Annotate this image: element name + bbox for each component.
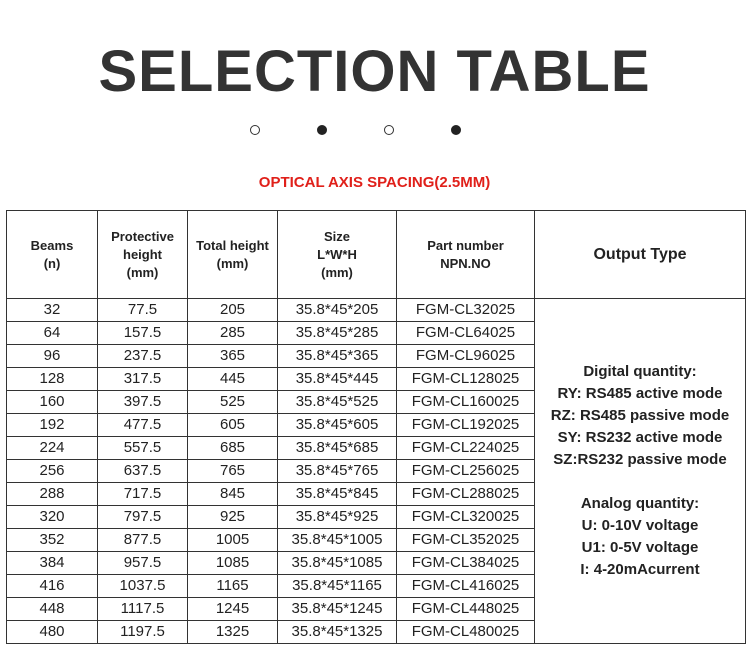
analog-line: U1: 0-5V voltage <box>581 539 699 556</box>
cell-protective-height: 957.5 <box>98 552 188 575</box>
cell-part-number: FGM-CL352025 <box>397 529 535 552</box>
cell-part-number: FGM-CL384025 <box>397 552 535 575</box>
cell-part-number: FGM-CL160025 <box>397 391 535 414</box>
cell-size: 35.8*45*525 <box>278 391 397 414</box>
cell-protective-height: 1197.5 <box>98 621 188 644</box>
header-total-height: Total height (mm) <box>188 211 278 299</box>
cell-total-height: 1005 <box>188 529 278 552</box>
cell-total-height: 925 <box>188 506 278 529</box>
page-title: SELECTION TABLE <box>98 39 651 104</box>
cell-part-number: FGM-CL480025 <box>397 621 535 644</box>
header-part-number: Part number NPN.NO <box>397 211 535 299</box>
cell-total-height: 685 <box>188 437 278 460</box>
header-protective-height: Protective height (mm) <box>98 211 188 299</box>
cell-size: 35.8*45*685 <box>278 437 397 460</box>
dot-filled-icon <box>317 125 327 135</box>
dot-empty-icon <box>384 125 394 135</box>
dot-empty-icon <box>250 125 260 135</box>
spacer <box>535 471 745 493</box>
cell-size: 35.8*45*445 <box>278 368 397 391</box>
cell-size: 35.8*45*925 <box>278 506 397 529</box>
cell-beams: 128 <box>7 368 98 391</box>
cell-part-number: FGM-CL128025 <box>397 368 535 391</box>
cell-beams: 416 <box>7 575 98 598</box>
cell-beams: 448 <box>7 598 98 621</box>
cell-size: 35.8*45*1165 <box>278 575 397 598</box>
cell-protective-height: 397.5 <box>98 391 188 414</box>
cell-protective-height: 717.5 <box>98 483 188 506</box>
cell-size: 35.8*45*205 <box>278 299 397 322</box>
cell-part-number: FGM-CL192025 <box>397 414 535 437</box>
header-output-type: Output Type <box>535 211 746 299</box>
cell-size: 35.8*45*1245 <box>278 598 397 621</box>
table-row <box>7 299 746 322</box>
cell-total-height: 845 <box>188 483 278 506</box>
cell-total-height: 285 <box>188 322 278 345</box>
header-beams: Beams (n) <box>7 211 98 299</box>
cell-size: 35.8*45*765 <box>278 460 397 483</box>
cell-protective-height: 237.5 <box>98 345 188 368</box>
dot-filled-icon <box>451 125 461 135</box>
cell-beams: 64 <box>7 322 98 345</box>
cell-size: 35.8*45*285 <box>278 322 397 345</box>
cell-protective-height: 1117.5 <box>98 598 188 621</box>
cell-total-height: 205 <box>188 299 278 322</box>
cell-part-number: FGM-CL32025 <box>397 299 535 322</box>
digital-line: SZ:RS232 passive mode <box>553 451 727 468</box>
cell-total-height: 765 <box>188 460 278 483</box>
cell-beams: 480 <box>7 621 98 644</box>
cell-beams: 192 <box>7 414 98 437</box>
cell-protective-height: 637.5 <box>98 460 188 483</box>
cell-total-height: 1165 <box>188 575 278 598</box>
cell-size: 35.8*45*845 <box>278 483 397 506</box>
cell-beams: 96 <box>7 345 98 368</box>
digital-line: Digital quantity: <box>583 363 697 380</box>
cell-size: 35.8*45*1085 <box>278 552 397 575</box>
cell-protective-height: 797.5 <box>98 506 188 529</box>
analog-line: I: 4-20mAcurrent <box>580 561 700 578</box>
cell-total-height: 1245 <box>188 598 278 621</box>
output-type-cell <box>535 299 746 644</box>
cell-beams: 352 <box>7 529 98 552</box>
cell-beams: 384 <box>7 552 98 575</box>
cell-total-height: 605 <box>188 414 278 437</box>
cell-protective-height: 317.5 <box>98 368 188 391</box>
cell-part-number: FGM-CL96025 <box>397 345 535 368</box>
selection-table <box>6 210 746 644</box>
cell-beams: 160 <box>7 391 98 414</box>
digital-line: SY: RS232 active mode <box>557 429 723 446</box>
subtitle: OPTICAL AXIS SPACING(2.5MM) <box>258 174 491 191</box>
cell-size: 35.8*45*1325 <box>278 621 397 644</box>
cell-part-number: FGM-CL64025 <box>397 322 535 345</box>
digital-line: RY: RS485 active mode <box>557 385 723 402</box>
cell-protective-height: 77.5 <box>98 299 188 322</box>
cell-size: 35.8*45*605 <box>278 414 397 437</box>
cell-part-number: FGM-CL448025 <box>397 598 535 621</box>
cell-part-number: FGM-CL288025 <box>397 483 535 506</box>
cell-protective-height: 157.5 <box>98 322 188 345</box>
cell-size: 35.8*45*1005 <box>278 529 397 552</box>
cell-beams: 224 <box>7 437 98 460</box>
cell-total-height: 1325 <box>188 621 278 644</box>
analog-line: Analog quantity: <box>580 495 700 512</box>
cell-protective-height: 477.5 <box>98 414 188 437</box>
cell-protective-height: 1037.5 <box>98 575 188 598</box>
cell-beams: 256 <box>7 460 98 483</box>
cell-part-number: FGM-CL416025 <box>397 575 535 598</box>
cell-total-height: 445 <box>188 368 278 391</box>
cell-protective-height: 557.5 <box>98 437 188 460</box>
header-row <box>7 211 746 299</box>
cell-total-height: 1085 <box>188 552 278 575</box>
cell-size: 35.8*45*365 <box>278 345 397 368</box>
cell-total-height: 365 <box>188 345 278 368</box>
digital-line: RZ: RS485 passive mode <box>550 407 730 424</box>
cell-part-number: FGM-CL256025 <box>397 460 535 483</box>
cell-beams: 288 <box>7 483 98 506</box>
cell-total-height: 525 <box>188 391 278 414</box>
cell-beams: 32 <box>7 299 98 322</box>
analog-line: U: 0-10V voltage <box>581 517 699 534</box>
cell-part-number: FGM-CL320025 <box>397 506 535 529</box>
cell-beams: 320 <box>7 506 98 529</box>
cell-protective-height: 877.5 <box>98 529 188 552</box>
header-size: Size L*W*H (mm) <box>278 211 397 299</box>
cell-part-number: FGM-CL224025 <box>397 437 535 460</box>
